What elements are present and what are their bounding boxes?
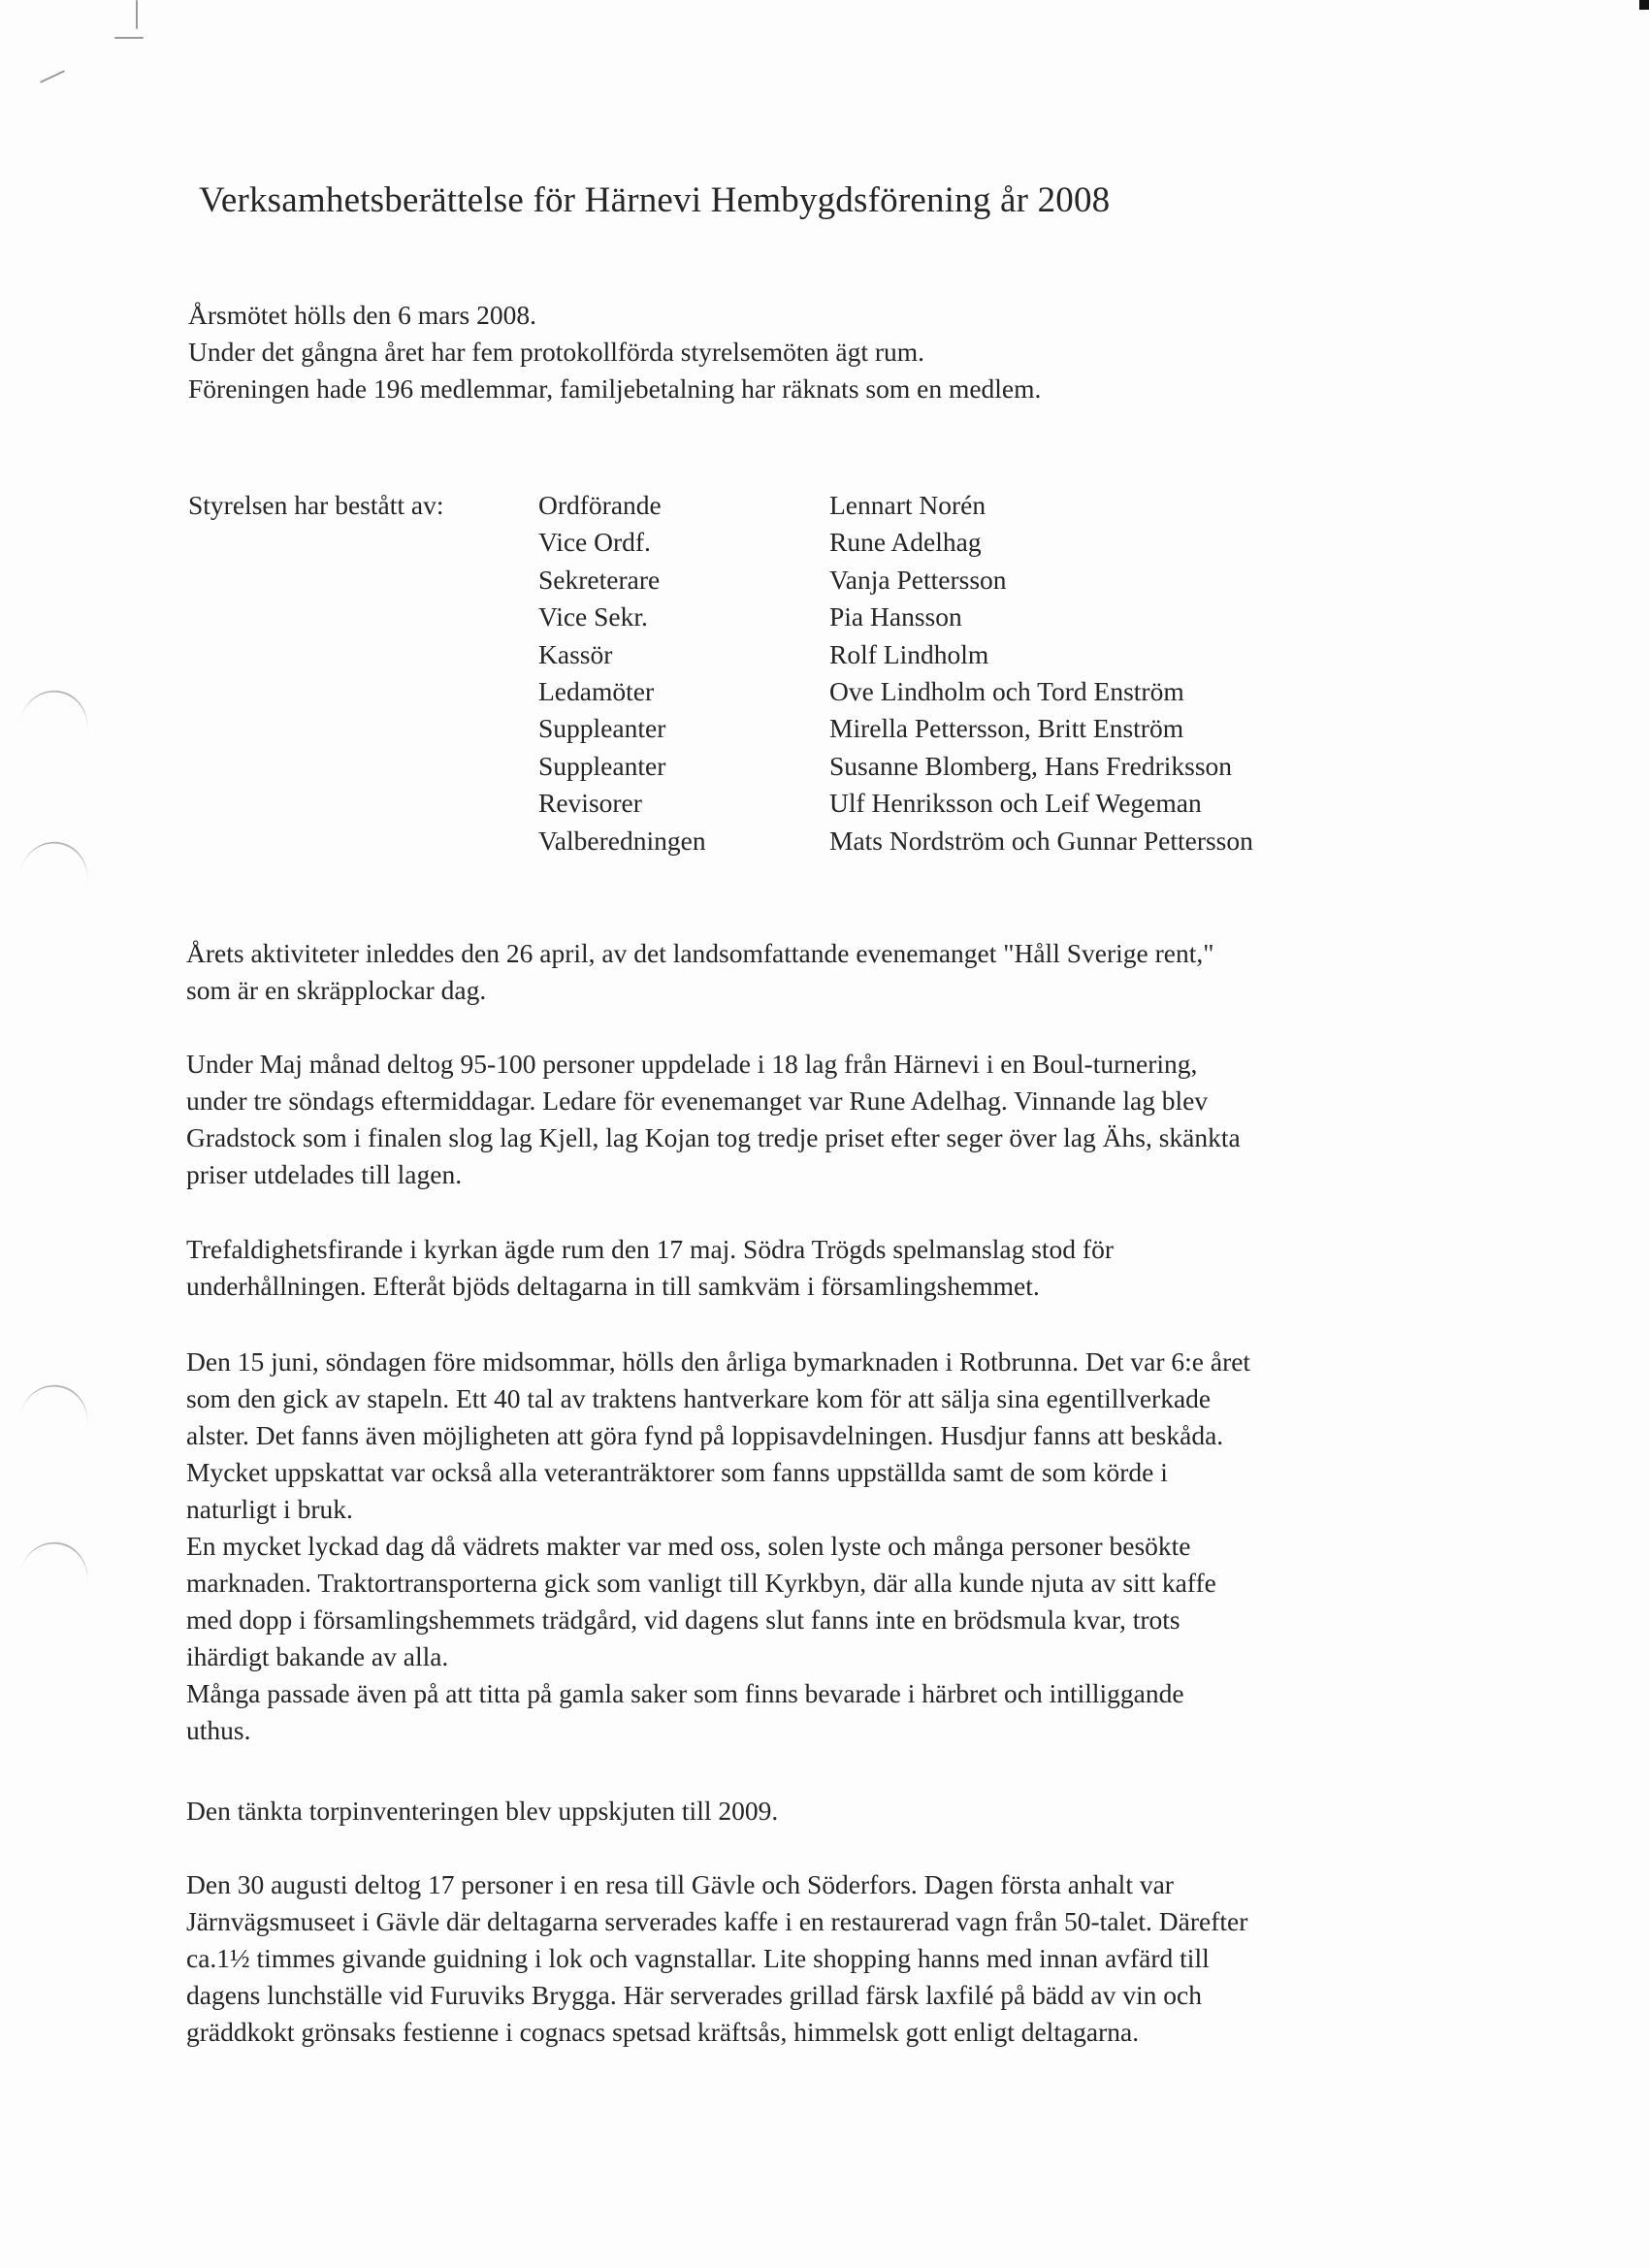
paragraph-line: Trefaldighetsfirande i kyrkan ägde rum den 17 maj. Södra Trögds spelmanslag stod för [186, 1234, 1114, 1264]
paragraph-line: Den tänkta torpinventeringen blev uppskjuten till 2009. [186, 1796, 779, 1826]
document-title: Verksamhetsberättelse för Härnevi Hembygdsförening år 2008 [199, 180, 1111, 220]
paragraph-line: En mycket lyckad dag då vädrets makter var med oss, solen lyste och många personer besökte [186, 1531, 1191, 1561]
paragraph-line: som den gick av stapeln. Ett 40 tal av traktens hantverkare kom för att sälja sina egentillverkade [186, 1383, 1212, 1413]
paragraph-line: Gradstock som i finalen slog lag Kjell, lag Kojan tog tredje priset efter seger över lag Ähs, skänkta [186, 1122, 1241, 1152]
paragraph-line: Årets aktiviteter inleddes den 26 april, av det landsomfattande evenemanget "Håll Sverige rent," [186, 938, 1214, 968]
board-member-name: Pia Hansson [829, 601, 962, 632]
board-role: Ordförande [538, 490, 662, 520]
paragraph-line: priser utdelades till lagen. [186, 1159, 463, 1189]
board-role: Valberedningen [538, 825, 706, 856]
board-role: Ledamöter [538, 675, 655, 706]
scan-mark [114, 37, 144, 39]
paragraph-cottage-inventory [186, 1793, 778, 1830]
board-role: Suppleanter [538, 750, 666, 781]
paragraph-line: Många passade även på att titta på gamla saker som finns bevarade i härbret och intilliggande [186, 1678, 1184, 1708]
intro-line: Årsmötet hölls den 6 mars 2008. [188, 300, 536, 330]
punch-hole-shadow [20, 1536, 94, 1586]
paragraph-line: naturligt i bruk. [186, 1494, 353, 1524]
paragraph-cleanup-event [186, 935, 1213, 1009]
paragraph-line: uthus. [186, 1715, 251, 1745]
board-role: Vice Ordf. [538, 527, 651, 558]
paragraph-line: gräddkokt grönsaks festienne i cognacs spetsad kräftsås, himmelsk gott enligt deltagarna. [186, 2017, 1140, 2047]
intro-line: Föreningen hade 196 medlemmar, familjebetalning har räknats som en medlem. [188, 373, 1042, 404]
board-role: Revisorer [538, 788, 642, 819]
scan-mark [40, 70, 65, 83]
paragraph-line: ca.1½ timmes givande guidning i lok och vagnstallar. Lite shopping hanns med innan avfärd till [186, 1943, 1210, 1973]
board-member-name: Lennart Norén [829, 490, 986, 520]
board-member-name: Vanja Pettersson [829, 564, 1007, 595]
board-role: Suppleanter [538, 713, 666, 744]
punch-hole-shadow [20, 835, 94, 886]
paragraph-gavle-trip [186, 1866, 1247, 2051]
board-member-name: Ulf Henriksson och Leif Wegeman [829, 788, 1202, 819]
paragraph-line: dagens lunchställe vid Furuviks Brygga. Här serverades grillad färsk laxfilé på bädd av vin och [186, 1980, 1202, 2010]
intro-block [188, 297, 1041, 407]
scan-mark [136, 0, 138, 29]
board-role: Sekreterare [538, 564, 661, 595]
paragraph-line: ihärdigt bakande av alla. [186, 1641, 449, 1671]
board-member-name: Mirella Pettersson, Britt Enström [829, 713, 1184, 744]
paragraph-line: under tre söndags eftermiddagar. Ledare för evenemanget var Rune Adelhag. Vinnande lag blev [186, 1085, 1209, 1116]
scan-edge-mark [1639, 0, 1649, 10]
board-role: Vice Sekr. [538, 601, 648, 632]
paragraph-boule-tournament [186, 1046, 1241, 1193]
paragraph-line: alster. Det fanns även möjligheten att göra fynd på loppisavdelningen. Husdjur fanns att beskåda. [186, 1420, 1224, 1450]
intro-line: Under det gångna året har fem protokollförda styrelsemöten ägt rum. [188, 337, 925, 367]
paragraph-line: marknaden. Traktortransporterna gick som vanligt till Kyrkbyn, där alla kunde njuta av sitt kaffe [186, 1568, 1216, 1598]
board-roles-column [538, 490, 706, 862]
paragraph-line: Mycket uppskattat var också alla veteranträktorer som fanns uppställda samt de som körde i [186, 1457, 1168, 1487]
board-role: Kassör [538, 638, 613, 669]
paragraph-line: som är en skräpplockar dag. [186, 975, 487, 1005]
board-member-name: Ove Lindholm och Tord Enström [829, 675, 1184, 706]
board-member-name: Mats Nordström och Gunnar Pettersson [829, 825, 1253, 856]
board-names-column [829, 490, 1253, 862]
paragraph-line: underhållningen. Efteråt bjöds deltagarna in till samkväm i församlingshemmet. [186, 1271, 1040, 1301]
paragraph-line: Järnvägsmuseet i Gävle där deltagarna serverades kaffe i en restaurerad vagn från 50-talet. Därefter [186, 1906, 1248, 1936]
board-member-name: Susanne Blomberg, Hans Fredriksson [829, 750, 1233, 781]
board-label: Styrelsen har bestått av: [188, 490, 444, 520]
board-member-name: Rolf Lindholm [829, 638, 989, 669]
paragraph-line: Den 15 juni, söndagen före midsommar, hölls den årliga bymarknaden i Rotbrunna. Det var 6:e året [186, 1346, 1251, 1377]
paragraph-line: med dopp i församlingshemmets trädgård, vid dagens slut fanns inte en brödsmula kvar, trots [186, 1604, 1180, 1635]
punch-hole-shadow [20, 1378, 94, 1429]
paragraph-trinity-celebration [186, 1231, 1114, 1305]
paragraph-village-market [186, 1344, 1250, 1749]
paragraph-line: Den 30 augusti deltog 17 personer i en resa till Gävle och Söderfors. Dagen första anhalt var [186, 1869, 1174, 1899]
punch-hole-shadow [20, 684, 94, 734]
paragraph-line: Under Maj månad deltog 95-100 personer uppdelade i 18 lag från Härnevi i en Boul-turnering, [186, 1049, 1198, 1079]
board-member-name: Rune Adelhag [829, 527, 982, 558]
